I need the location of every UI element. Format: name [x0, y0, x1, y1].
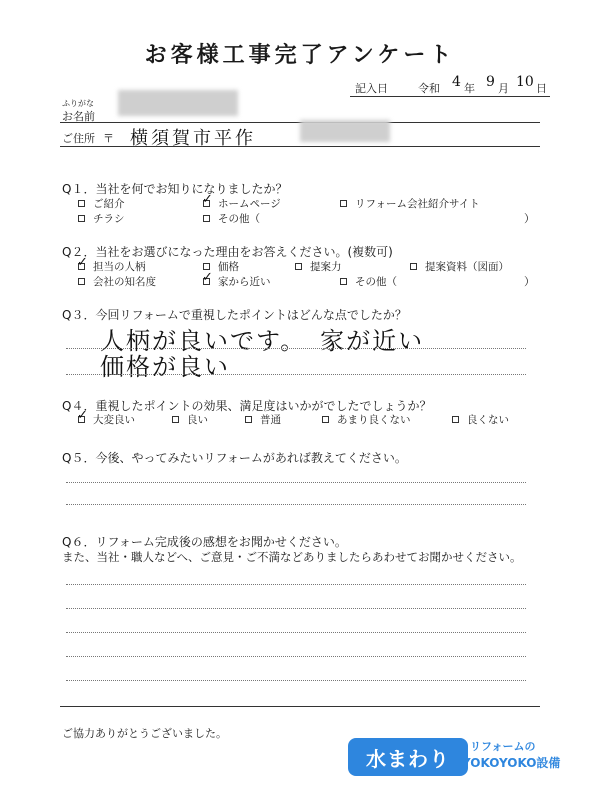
q4-option-very-good[interactable]: [78, 412, 135, 427]
q2-option-proposal[interactable]: [295, 259, 342, 274]
q1-close-paren: ）: [524, 212, 535, 225]
q1-option-flyer[interactable]: [78, 211, 125, 226]
year-unit: 年: [464, 82, 475, 95]
q2-option-materials[interactable]: [410, 259, 509, 274]
q4-option-label: 良い: [187, 414, 208, 426]
name-label: お名前: [62, 110, 95, 123]
checkbox-icon[interactable]: [172, 416, 179, 423]
answer-line: [66, 504, 526, 505]
q4-option-not-good[interactable]: [322, 412, 411, 427]
address-underline: [60, 146, 540, 147]
answer-line: [66, 482, 526, 483]
q2-option-staff[interactable]: [78, 259, 146, 274]
checkbox-icon[interactable]: [245, 416, 252, 423]
address-redacted: [300, 120, 390, 142]
q1-option-other[interactable]: [203, 211, 260, 226]
q2-question: Q２．当社をお選びになった理由をお答えください。(複数可): [62, 245, 393, 259]
day-unit: 日: [536, 82, 547, 95]
checkbox-icon[interactable]: [78, 200, 85, 207]
q1-option-referral[interactable]: [78, 196, 125, 211]
q2-option-label: 家から近い: [218, 276, 271, 288]
q4-option-average[interactable]: [245, 412, 281, 427]
date-underline: [350, 96, 550, 97]
postal-mark: 〒: [103, 132, 114, 145]
furigana-label: ふりがな: [62, 99, 94, 108]
q1-option-label: ご紹介: [93, 198, 125, 210]
answer-line: [66, 656, 526, 657]
q2-option-label: 提案力: [310, 261, 342, 273]
checkbox-icon[interactable]: [78, 278, 85, 285]
entry-date-label: 記入日: [355, 82, 388, 95]
q1-option-label: チラシ: [93, 213, 125, 225]
q4-question: Q４．重視したポイントの効果、満足度はいかがでしたでしょうか？: [62, 399, 432, 413]
answer-line: [66, 680, 526, 681]
checked-checkbox-icon[interactable]: [203, 278, 210, 285]
checkbox-icon[interactable]: [203, 263, 210, 270]
checkbox-icon[interactable]: [203, 215, 210, 222]
q2-option-other[interactable]: [340, 274, 397, 289]
q5-question: Q５．今後、やってみたいリフォームがあれば教えてください。: [62, 451, 407, 465]
checkbox-icon[interactable]: [295, 263, 302, 270]
q2-option-label: 価格: [218, 261, 239, 273]
q4-option-label: 大変良い: [93, 414, 135, 426]
name-redacted: [118, 90, 238, 116]
q4-option-label: 良くない: [467, 414, 509, 426]
checked-checkbox-icon[interactable]: [78, 263, 85, 270]
q4-option-label: あまり良くない: [337, 414, 411, 426]
company-logo: 水まわり: [348, 738, 468, 776]
q2-option-nearby[interactable]: [203, 274, 271, 289]
year-value: 4: [452, 74, 461, 90]
address-value: 横須賀市平作: [130, 128, 256, 149]
answer-line: [66, 632, 526, 633]
month-unit: 月: [498, 82, 509, 95]
answer-line: [66, 608, 526, 609]
q3-answer-line1: 人柄が良いです。 家が近い: [100, 327, 425, 355]
thanks-text: ご協力ありがとうございました。: [62, 727, 227, 740]
survey-title: お客様工事完了アンケート: [144, 43, 456, 68]
checkbox-icon[interactable]: [78, 215, 85, 222]
checkbox-icon[interactable]: [340, 278, 347, 285]
q6-question: Q６．リフォーム完成後の感想をお聞かせください。: [62, 535, 347, 549]
q2-option-label: 提案資料（図面）: [425, 261, 509, 273]
day-value: 10: [516, 74, 534, 90]
q4-option-good[interactable]: [172, 412, 208, 427]
q1-option-label: リフォーム会社紹介サイト: [355, 198, 480, 210]
logo-company-name: YOKOYOKO設備: [462, 756, 561, 770]
q2-close-paren: ）: [524, 275, 535, 288]
q2-option-label: その他（: [355, 276, 397, 288]
era-label: 令和: [418, 82, 440, 95]
checked-checkbox-icon[interactable]: [78, 416, 85, 423]
q4-option-bad[interactable]: [452, 412, 509, 427]
answer-line: [66, 584, 526, 585]
checked-checkbox-icon[interactable]: [203, 200, 210, 207]
q1-option-homepage[interactable]: [203, 196, 281, 211]
checkbox-icon[interactable]: [322, 416, 329, 423]
q4-option-label: 普通: [260, 414, 281, 426]
q1-option-referral-site[interactable]: [340, 196, 480, 211]
answer-line: [66, 374, 526, 375]
address-label: ご住所: [62, 132, 95, 145]
q2-option-reputation[interactable]: [78, 274, 156, 289]
month-value: 9: [486, 74, 495, 90]
q6-question-line2: また、当社・職人などへ、ご意見・ご不満などありましたらあわせてお聞かせください。: [62, 550, 522, 564]
checkbox-icon[interactable]: [410, 263, 417, 270]
q3-question: Q３．今回リフォームで重視したポイントはどんな点でしたか？: [62, 308, 407, 322]
q2-option-label: 会社の知名度: [93, 276, 156, 288]
q1-option-label: ホームページ: [218, 198, 281, 210]
q2-option-label: 担当の人柄: [93, 261, 146, 273]
checkbox-icon[interactable]: [452, 416, 459, 423]
q1-option-label: その他（: [218, 213, 260, 225]
q1-question: Q１．当社を何でお知りになりましたか？: [62, 182, 288, 196]
footer-divider: [60, 706, 540, 707]
q3-answer-line2: 価格が良い: [100, 353, 230, 381]
logo-subtitle: リフォームの: [470, 740, 536, 753]
checkbox-icon[interactable]: [340, 200, 347, 207]
